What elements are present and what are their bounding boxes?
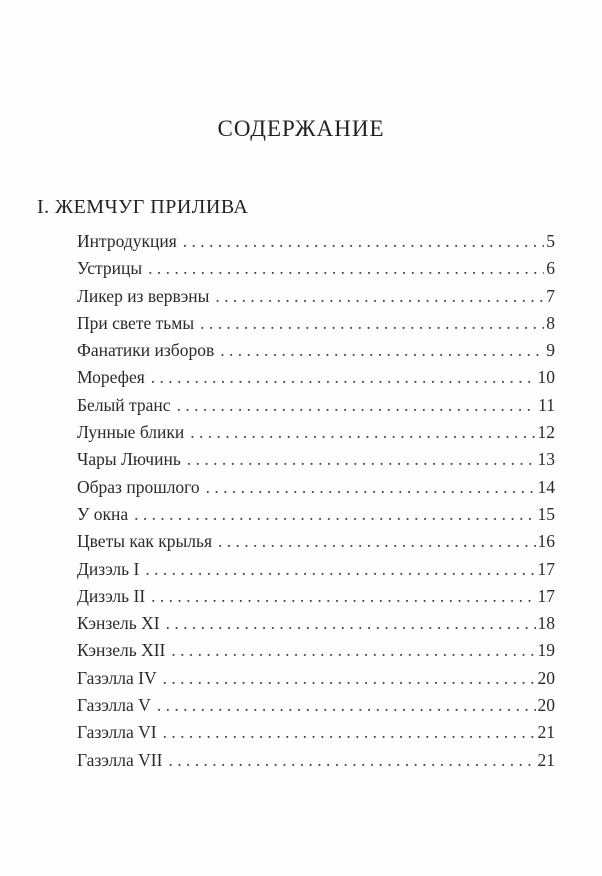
section-title: I. ЖЕМЧУГ ПРИЛИВА: [37, 196, 249, 218]
toc-entry-page: 10: [537, 367, 555, 388]
toc-entry: [77, 477, 555, 504]
toc-entry: [77, 395, 555, 422]
toc-entry-title: Ликер из вервэны: [77, 285, 210, 306]
toc-entry-page: 19: [537, 640, 555, 661]
toc-entry: [77, 613, 555, 640]
toc-entry-title: Газэлла IV: [77, 667, 157, 688]
toc-entry-title: Кэнзель XII: [77, 640, 166, 661]
toc-entry-page: 14: [537, 476, 555, 497]
toc-entry: [77, 531, 555, 558]
table-of-contents: [77, 231, 555, 777]
toc-entry-page: 20: [537, 695, 555, 716]
toc-entry-page: 8: [546, 312, 555, 333]
toc-entry-title: Образ прошлого: [77, 476, 200, 497]
toc-entry: [77, 722, 555, 749]
toc-entry-page: 9: [546, 340, 555, 361]
dot-leader: [190, 422, 535, 443]
toc-entry: [77, 668, 555, 695]
toc-entry-title: При свете тьмы: [77, 312, 195, 333]
toc-entry-title: Фанатики изборов: [77, 340, 215, 361]
toc-entry: [77, 286, 555, 313]
toc-entry-page: 18: [537, 613, 555, 634]
toc-entry-title: Лунные блики: [77, 422, 185, 443]
dot-leader: [206, 477, 536, 498]
toc-entry: [77, 504, 555, 531]
toc-entry-page: 17: [537, 585, 555, 606]
dot-leader: [215, 286, 544, 307]
dot-leader: [187, 449, 536, 470]
toc-entry-page: 7: [546, 285, 555, 306]
toc-entry: [77, 231, 555, 258]
dot-leader: [151, 367, 536, 388]
toc-entry-page: 5: [546, 231, 555, 251]
toc-entry-page: 12: [537, 422, 555, 443]
dot-leader: [177, 395, 537, 416]
dot-leader: [183, 231, 544, 252]
toc-entry-page: 6: [546, 258, 555, 279]
dot-leader: [157, 695, 536, 716]
toc-entry: [77, 258, 555, 285]
dot-leader: [148, 258, 544, 279]
toc-entry-page: 15: [537, 503, 555, 524]
toc-entry-title: Дизэль I: [77, 558, 140, 579]
toc-entry: [77, 422, 555, 449]
dot-leader: [218, 531, 535, 552]
dot-leader: [134, 504, 535, 525]
toc-entry-page: 21: [537, 722, 555, 743]
toc-entry: [77, 367, 555, 394]
toc-entry-page: 11: [538, 394, 555, 415]
toc-entry-title: Газэлла VI: [77, 722, 157, 743]
dot-leader: [163, 722, 536, 743]
dot-leader: [200, 313, 544, 334]
toc-entry-title: Морефея: [77, 367, 145, 388]
dot-leader: [163, 668, 536, 689]
toc-entry: [77, 695, 555, 722]
page-title: СОДЕРЖАНИЕ: [217, 116, 385, 141]
toc-entry-page: 13: [537, 449, 555, 470]
toc-entry: [77, 449, 555, 476]
toc-entry-title: Дизэль II: [77, 585, 146, 606]
toc-entry-title: Устрицы: [77, 258, 143, 279]
toc-entry-title: У окна: [77, 503, 129, 524]
toc-entry: [77, 313, 555, 340]
toc-entry-page: 20: [537, 667, 555, 688]
toc-entry: [77, 640, 555, 667]
toc-entry-title: Чары Лючинь: [77, 449, 181, 470]
toc-entry: [77, 750, 555, 777]
toc-entry-title: Кэнзель XI: [77, 613, 160, 634]
toc-entry-page: 17: [537, 558, 555, 579]
toc-entry: [77, 559, 555, 586]
toc-entry-page: 21: [537, 749, 555, 770]
dot-leader: [166, 613, 536, 634]
toc-entry-page: 16: [537, 531, 555, 552]
dot-leader: [145, 559, 535, 580]
toc-entry-title: Цветы как крылья: [77, 531, 213, 552]
toc-entry-title: Газэлла V: [77, 695, 151, 716]
toc-entry-title: Белый транс: [77, 394, 171, 415]
toc-entry: [77, 340, 555, 367]
toc-entry-title: Газэлла VII: [77, 749, 163, 770]
dot-leader: [151, 586, 535, 607]
toc-entry-title: Интродукция: [77, 231, 177, 251]
dot-leader: [220, 340, 544, 361]
dot-leader: [171, 640, 535, 661]
toc-entry: [77, 586, 555, 613]
dot-leader: [168, 750, 535, 771]
